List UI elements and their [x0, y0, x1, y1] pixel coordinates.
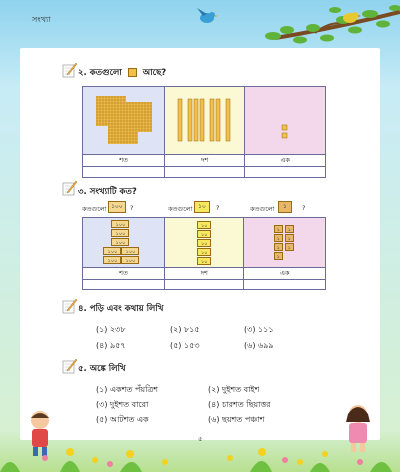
hundred-tile: ১০০: [111, 229, 129, 237]
ten-tile: ১০: [197, 248, 211, 256]
q4-item: (২) ৮১৫: [170, 325, 200, 334]
ones-cubes-cell: [245, 87, 326, 155]
answer-cell: [244, 280, 326, 290]
prompt-tens: কতগুলো: [168, 205, 193, 213]
q5-item: (২) দুইশত বাইশ: [208, 385, 260, 394]
q3-title: ৩. সংখ্যাটি কত?: [78, 187, 137, 197]
col-label-hundreds: শত: [83, 155, 165, 167]
sample-hundred-tile: ১০০: [108, 201, 126, 213]
qmark: ?: [302, 204, 306, 212]
hundred-flats-illustration: [94, 94, 154, 146]
pencil-notepad-icon: [62, 62, 78, 78]
ten-rods-illustration: [174, 95, 236, 145]
ten-tile: ১০: [197, 257, 211, 265]
q4-title: ৪. পড়ি এবং কথায় লিখি: [78, 304, 164, 314]
pencil-notepad-icon: [62, 180, 78, 196]
q5-item: (৬) ছয়শত পঞ্চাশ: [208, 415, 265, 424]
chapter-title: সংখ্যা: [32, 15, 51, 24]
sample-ten-tile: ১০: [194, 201, 210, 213]
q3-prompt-row: [82, 200, 332, 216]
answer-cell: [165, 167, 245, 178]
one-tile: ১: [274, 225, 283, 233]
one-tile: ১: [274, 252, 283, 260]
q5-item: (১) একশত পঁয়ত্রিশ: [96, 385, 158, 394]
col-label-ones: এক: [244, 268, 326, 280]
hundred-tile: ১০০: [103, 256, 121, 264]
hundred-tile: ১০০: [111, 220, 129, 228]
unit-block-icon: [128, 68, 137, 77]
q5-item: (৫) আটশত এক: [96, 415, 149, 424]
tree-branch-illustration: [255, 0, 400, 50]
ten-tile: ১০: [197, 221, 211, 229]
q5-item: (৩) দুইশত বারো: [96, 400, 149, 409]
ones-tiles-cell: [244, 218, 326, 268]
bird-icon: [195, 6, 219, 28]
answer-cell: [164, 280, 243, 290]
pencil-notepad-icon: [62, 298, 78, 314]
q5-item: (৪) চারশত ছিয়াত্তর: [208, 400, 271, 409]
one-tile: ১: [274, 243, 283, 251]
q2-heading: [78, 66, 166, 80]
answer-cell: [83, 167, 165, 178]
qmark: ?: [130, 204, 134, 212]
hundred-tile: ১০০: [111, 238, 129, 246]
q2-place-value-table: [82, 86, 326, 178]
q4-item: (৩) ১১১: [244, 325, 274, 334]
q5-title: ৫. অঙ্কে লিখি: [78, 364, 126, 374]
q4-item: (৬) ৬৯৯: [244, 341, 274, 350]
col-label-ones: এক: [245, 155, 326, 167]
hundreds-tiles-cell: [83, 218, 165, 268]
one-tile: ১: [285, 243, 294, 251]
hundred-tile: ১০০: [121, 247, 139, 255]
tens-rods-cell: [165, 87, 245, 155]
unit-cubes-illustration: [275, 95, 295, 145]
qmark: ?: [216, 204, 220, 212]
one-tile: ১: [274, 234, 283, 242]
q4-item: (৪) ৯৫৭: [96, 341, 126, 350]
page-number: ৫: [198, 435, 203, 443]
ten-tile: ১০: [197, 239, 211, 247]
col-label-hundreds: শত: [83, 268, 165, 280]
q4-item: (৫) ১৫৩: [170, 341, 200, 350]
answer-cell: [83, 280, 165, 290]
hundreds-blocks-cell: [83, 87, 165, 155]
tens-tiles-group: [196, 221, 212, 265]
one-tile: ১: [285, 234, 294, 242]
hundred-tile: ১০০: [121, 256, 139, 264]
hundred-tile: ১০০: [103, 247, 121, 255]
col-label-tens: দশ: [164, 268, 243, 280]
answer-cell: [245, 167, 326, 178]
prompt-hundreds: কতগুলো: [82, 205, 107, 213]
q2-suffix: আছে?: [142, 68, 167, 78]
tens-tiles-cell: [164, 218, 243, 268]
q3-place-value-table: [82, 217, 326, 290]
pencil-notepad-icon: [62, 358, 78, 374]
one-tile: ১: [285, 225, 294, 233]
flower-border-illustration: [0, 432, 400, 472]
col-label-tens: দশ: [165, 155, 245, 167]
bird-icon: [340, 8, 362, 26]
ten-tile: ১০: [197, 230, 211, 238]
prompt-ones: কতগুলো: [250, 205, 275, 213]
sample-one-tile: ১: [278, 201, 292, 213]
q4-item: (১) ২৩৮: [96, 325, 126, 334]
q2-title: ২. কতগুলো: [78, 68, 122, 78]
hundreds-tiles-group: [103, 220, 143, 266]
ones-tiles-group: [274, 225, 296, 260]
